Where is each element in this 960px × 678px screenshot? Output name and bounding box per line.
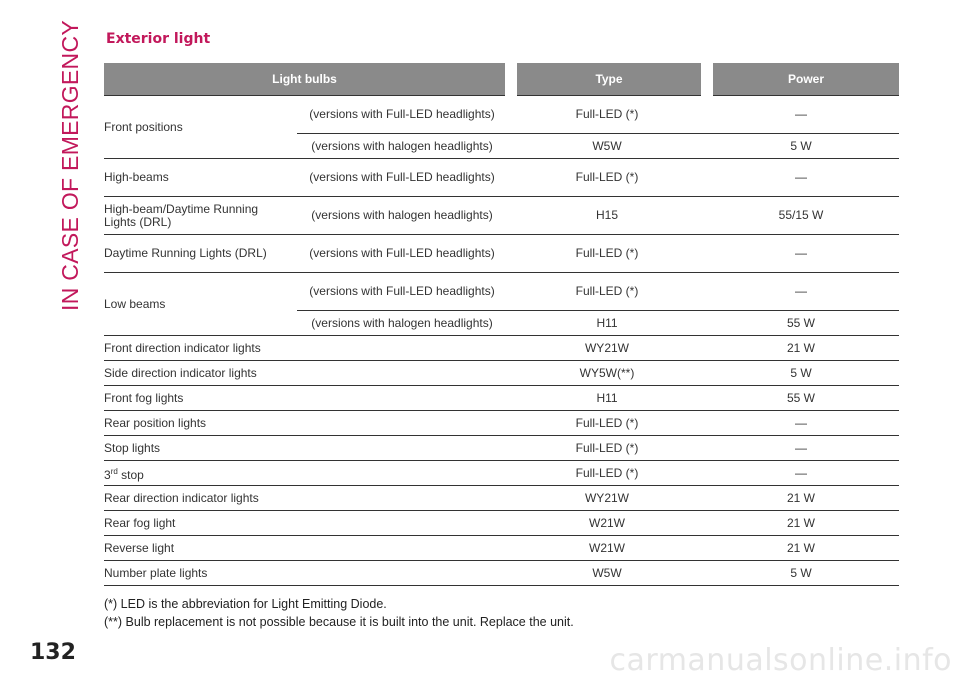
table-row [104, 336, 899, 361]
row-version: (versions with Full-LED headlights) [297, 96, 511, 134]
row-type: WY21W [511, 336, 707, 361]
header-type: Type [511, 63, 707, 96]
row-power: 5 W [707, 134, 899, 159]
table-row [104, 96, 899, 134]
row-type: Full-LED (*) [511, 159, 707, 197]
row-power: — [707, 159, 899, 197]
row-type: W5W [511, 134, 707, 159]
row-type: W21W [511, 511, 707, 536]
row-power: — [707, 436, 899, 461]
watermark: carmanualsonline.info [609, 643, 952, 678]
row-version: (versions with halogen headlights) [297, 134, 511, 159]
row-power: 5 W [707, 361, 899, 386]
row-power: 21 W [707, 486, 899, 511]
row-label: Front fog lights [104, 386, 511, 411]
row-label: High-beams [104, 159, 297, 197]
table-row [104, 361, 899, 386]
row-power: 55 W [707, 386, 899, 411]
row-power: 21 W [707, 536, 899, 561]
table-row [104, 511, 899, 536]
table-row [104, 273, 899, 311]
table-row [104, 436, 899, 461]
row-version: (versions with Full-LED headlights) [297, 235, 511, 273]
row-power: — [707, 235, 899, 273]
row-label: Daytime Running Lights (DRL) [104, 235, 297, 273]
row-power: 5 W [707, 561, 899, 586]
header-power: Power [707, 63, 899, 96]
row-power: 55/15 W [707, 197, 899, 235]
third-stop-text: stop [121, 467, 144, 482]
third-stop-suffix: rd [110, 466, 118, 476]
bulb-table [104, 63, 899, 586]
footnote-replacement: (**) Bulb replacement is not possible because it is built into the unit. Replace the unit. [104, 615, 574, 629]
row-type: Full-LED (*) [511, 273, 707, 311]
row-power: — [707, 273, 899, 311]
table-row [104, 197, 899, 235]
row-type: Full-LED (*) [511, 235, 707, 273]
row-type: H11 [511, 386, 707, 411]
row-power: 55 W [707, 311, 899, 336]
row-label: Side direction indicator lights [104, 361, 511, 386]
row-type: Full-LED (*) [511, 411, 707, 436]
table-row [104, 235, 899, 273]
table-row [104, 159, 899, 197]
row-type: Full-LED (*) [511, 436, 707, 461]
row-power: — [707, 411, 899, 436]
row-power: 21 W [707, 336, 899, 361]
row-label: Rear fog light [104, 511, 511, 536]
row-version: (versions with Full-LED headlights) [297, 273, 511, 311]
row-type: Full-LED (*) [511, 96, 707, 134]
row-power: 21 W [707, 511, 899, 536]
table-row [104, 411, 899, 436]
row-label: High-beam/Daytime Running Lights (DRL) [104, 197, 297, 235]
third-stop-number: 3 [104, 467, 111, 482]
row-type: WY21W [511, 486, 707, 511]
row-label: Rear position lights [104, 411, 511, 436]
row-version: (versions with Full-LED headlights) [297, 159, 511, 197]
page-number: 132 [30, 640, 76, 665]
table-row [104, 486, 899, 511]
row-label: Front positions [104, 96, 297, 159]
row-label: Rear direction indicator lights [104, 486, 511, 511]
row-type: Full-LED (*) [511, 461, 707, 486]
row-label: Reverse light [104, 536, 511, 561]
footnote-led: (*) LED is the abbreviation for Light Emitting Diode. [104, 597, 387, 611]
header-light-bulbs: Light bulbs [104, 63, 511, 96]
row-label: Low beams [104, 273, 297, 336]
row-power: — [707, 96, 899, 134]
footnotes [104, 595, 574, 631]
section-title: Exterior light [106, 31, 211, 47]
chapter-title: IN CASE OF EMERGENCY [56, 19, 83, 311]
row-type: W21W [511, 536, 707, 561]
table-row [104, 561, 899, 586]
row-label: Front direction indicator lights [104, 336, 511, 361]
row-version: (versions with halogen headlights) [297, 197, 511, 235]
table-header-row [104, 63, 899, 96]
row-label: Number plate lights [104, 561, 511, 586]
table-row [104, 461, 899, 486]
table-row [104, 386, 899, 411]
bulb-table-container [104, 63, 899, 586]
row-type: WY5W(**) [511, 361, 707, 386]
row-label [104, 461, 511, 486]
row-type: H15 [511, 197, 707, 235]
table-row [104, 536, 899, 561]
chapter-title-vertical [52, 19, 88, 311]
row-type: W5W [511, 561, 707, 586]
row-type: H11 [511, 311, 707, 336]
row-version: (versions with halogen headlights) [297, 311, 511, 336]
row-power: — [707, 461, 899, 486]
row-label: Stop lights [104, 436, 511, 461]
